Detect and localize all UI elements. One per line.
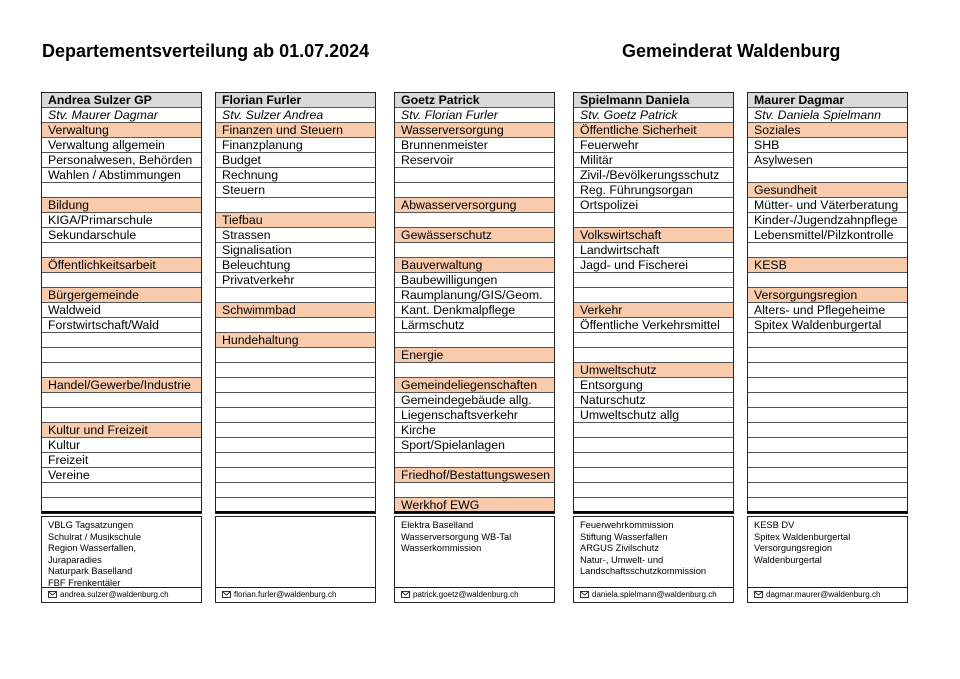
empty-row: [748, 498, 907, 513]
department-item: Jagd- und Fischerei: [574, 258, 733, 273]
committee-item: Landschaftsschutzkommission: [580, 566, 707, 577]
department-item: Vereine: [42, 468, 201, 483]
empty-row: [574, 468, 733, 483]
department-section: Tiefbau: [216, 213, 375, 228]
department-item: Naturschutz: [574, 393, 733, 408]
committee-item: Waldenburgertal: [754, 554, 822, 565]
empty-row: [395, 213, 554, 228]
empty-row: [748, 333, 907, 348]
department-item: Privatverkehr: [216, 273, 375, 288]
department-item: Militär: [574, 153, 733, 168]
department-column: [747, 92, 908, 603]
committee-list: [747, 516, 908, 588]
council-member-name: Spielmann Daniela: [574, 93, 733, 108]
department-item: Sport/Spielanlagen: [395, 438, 554, 453]
committee-item: Versorgungsregion: [754, 543, 833, 554]
department-section: Gewässerschutz: [395, 228, 554, 243]
department-section: Bauverwaltung: [395, 258, 554, 273]
empty-row: [395, 243, 554, 258]
department-item: Kirche: [395, 423, 554, 438]
department-item: Kant. Denkmalpflege: [395, 303, 554, 318]
department-item: Steuern: [216, 183, 375, 198]
council-member-name: Florian Furler: [216, 93, 375, 108]
department-table: [41, 92, 202, 514]
department-column: [41, 92, 202, 603]
department-section: Energie: [395, 348, 554, 363]
email-row: [215, 588, 376, 603]
department-section: Werkhof EWG: [395, 498, 554, 513]
department-table: [747, 92, 908, 514]
committee-list: [215, 516, 376, 588]
department-section: Versorgungsregion: [748, 288, 907, 303]
empty-row: [748, 453, 907, 468]
page-title: Departementsverteilung ab 01.07.2024: [42, 41, 370, 61]
department-section: Gesundheit: [748, 183, 907, 198]
department-item: Strassen: [216, 228, 375, 243]
empty-row: [574, 453, 733, 468]
empty-row: [216, 468, 375, 483]
empty-row: [748, 168, 907, 183]
empty-row: [574, 333, 733, 348]
empty-row: [216, 288, 375, 303]
committee-item: Schulrat / Musikschule: [48, 531, 142, 542]
department-section: Abwasserversorgung: [395, 198, 554, 213]
department-item: Kinder-/Jugendzahnpflege: [748, 213, 907, 228]
empty-row: [574, 213, 733, 228]
department-item: Feuerwehr: [574, 138, 733, 153]
empty-row: [574, 498, 733, 513]
department-item: Mütter- und Väterberatung: [748, 198, 907, 213]
department-item: Freizeit: [42, 453, 201, 468]
empty-row: [216, 393, 375, 408]
department-item: Verwaltung allgemein: [42, 138, 201, 153]
department-section: Verkehr: [574, 303, 733, 318]
department-item: Waldweid: [42, 303, 201, 318]
department-section: Finanzen und Steuern: [216, 123, 375, 138]
department-item: Sekundarschule: [42, 228, 201, 243]
department-item: Forstwirtschaft/Wald: [42, 318, 201, 333]
envelope-icon: [401, 591, 410, 598]
empty-row: [216, 318, 375, 333]
committee-item: Wasserversorgung WB-Tal: [401, 531, 512, 542]
department-section: Schwimmbad: [216, 303, 375, 318]
email-row: [394, 588, 555, 603]
department-section: Wasserversorgung: [395, 123, 554, 138]
department-item: Umweltschutz allg: [574, 408, 733, 423]
empty-row: [42, 498, 201, 513]
empty-row: [42, 183, 201, 198]
committee-item: FBF Frenkentäler: [48, 577, 121, 588]
committee-item: Natur-, Umwelt- und: [580, 554, 664, 565]
empty-row: [42, 273, 201, 288]
empty-row: [216, 423, 375, 438]
empty-row: [42, 333, 201, 348]
deputy-name: Stv. Sulzer Andrea: [216, 108, 375, 123]
empty-row: [216, 348, 375, 363]
empty-row: [748, 408, 907, 423]
department-section: Bürgergemeinde: [42, 288, 201, 303]
committee-item: VBLG Tagsatzungen: [48, 520, 134, 530]
empty-row: [574, 273, 733, 288]
department-section: Soziales: [748, 123, 907, 138]
empty-row: [42, 408, 201, 423]
department-item: Öffentliche Verkehrsmittel: [574, 318, 733, 333]
empty-row: [42, 483, 201, 498]
envelope-icon: [48, 591, 57, 598]
committee-item: Spitex Waldenburgertal: [754, 531, 851, 542]
department-column: [215, 92, 376, 603]
committee-item: Naturpark Baselland: [48, 566, 133, 577]
empty-row: [216, 438, 375, 453]
empty-row: [216, 378, 375, 393]
department-item: Budget: [216, 153, 375, 168]
empty-row: [748, 243, 907, 258]
empty-row: [574, 423, 733, 438]
department-item: Beleuchtung: [216, 258, 375, 273]
department-item: Finanzplanung: [216, 138, 375, 153]
deputy-name: Stv. Florian Furler: [395, 108, 554, 123]
empty-row: [42, 363, 201, 378]
empty-row: [748, 438, 907, 453]
email-row: [573, 588, 734, 603]
empty-row: [216, 453, 375, 468]
department-item: Lebensmittel/Pilzkontrolle: [748, 228, 907, 243]
envelope-icon: [754, 591, 763, 598]
department-section: Handel/Gewerbe/Industrie: [42, 378, 201, 393]
department-item: Personalwesen, Behörden: [42, 153, 201, 168]
email-address[interactable]: florian.furler@waldenburg.ch: [234, 590, 337, 599]
department-item: Spitex Waldenburgertal: [748, 318, 907, 333]
department-item: SHB: [748, 138, 907, 153]
department-section: Verwaltung: [42, 123, 201, 138]
empty-row: [42, 393, 201, 408]
department-item: KIGA/Primarschule: [42, 213, 201, 228]
email-address[interactable]: patrick.goetz@waldenburg.ch: [413, 590, 519, 599]
department-item: Reservoir: [395, 153, 554, 168]
empty-row: [574, 288, 733, 303]
envelope-icon: [580, 591, 589, 598]
department-section: KESB: [748, 258, 907, 273]
empty-row: [748, 423, 907, 438]
empty-row: [395, 453, 554, 468]
empty-row: [216, 198, 375, 213]
empty-row: [748, 273, 907, 288]
department-item: Signalisation: [216, 243, 375, 258]
department-item: Entsorgung: [574, 378, 733, 393]
deputy-name: Stv. Goetz Patrick: [574, 108, 733, 123]
email-row: [41, 588, 202, 603]
email-address[interactable]: andrea.sulzer@waldenburg.ch: [60, 590, 169, 599]
committee-item: Region Wasserfallen,: [48, 543, 137, 554]
committee-item: Juraparadies: [48, 554, 102, 565]
committee-item: Feuerwehrkommission: [580, 520, 674, 530]
email-address[interactable]: daniela.spielmann@waldenburg.ch: [592, 590, 717, 599]
department-column: [573, 92, 734, 603]
empty-row: [395, 183, 554, 198]
envelope-icon: [222, 591, 231, 598]
council-member-name: Maurer Dagmar: [748, 93, 907, 108]
council-member-name: Goetz Patrick: [395, 93, 554, 108]
department-section: Volkswirtschaft: [574, 228, 733, 243]
empty-row: [216, 408, 375, 423]
department-section: Bildung: [42, 198, 201, 213]
department-item: Wahlen / Abstimmungen: [42, 168, 201, 183]
empty-row: [395, 483, 554, 498]
empty-row: [748, 483, 907, 498]
empty-row: [748, 393, 907, 408]
empty-row: [574, 483, 733, 498]
department-section: Gemeindeliegenschaften: [395, 378, 554, 393]
department-item: Raumplanung/GIS/Geom.: [395, 288, 554, 303]
empty-row: [574, 348, 733, 363]
department-table: [573, 92, 734, 514]
empty-row: [42, 348, 201, 363]
department-item: Zivil-/Bevölkerungsschutz: [574, 168, 733, 183]
department-item: Ortspolizei: [574, 198, 733, 213]
empty-row: [216, 363, 375, 378]
council-member-name: Andrea Sulzer GP: [42, 93, 201, 108]
department-item: Rechnung: [216, 168, 375, 183]
department-item: Gemeindegebäude allg.: [395, 393, 554, 408]
email-address[interactable]: dagmar.maurer@waldenburg.ch: [766, 590, 881, 599]
committee-item: Elektra Baselland: [401, 520, 474, 530]
empty-row: [395, 363, 554, 378]
empty-row: [748, 378, 907, 393]
department-item: Asylwesen: [748, 153, 907, 168]
empty-row: [748, 468, 907, 483]
department-section: Umweltschutz: [574, 363, 733, 378]
empty-row: [574, 438, 733, 453]
committee-list: [394, 516, 555, 588]
email-row: [747, 588, 908, 603]
committee-list: [41, 516, 202, 588]
department-table: [215, 92, 376, 514]
department-item: Landwirtschaft: [574, 243, 733, 258]
empty-row: [216, 483, 375, 498]
department-item: Liegenschaftsverkehr: [395, 408, 554, 423]
department-column: [394, 92, 555, 603]
department-item: Reg. Führungsorgan: [574, 183, 733, 198]
committee-item: Wasserkommission: [401, 543, 482, 554]
department-section: Kultur und Freizeit: [42, 423, 201, 438]
department-item: Baubewilligungen: [395, 273, 554, 288]
department-table: [394, 92, 555, 514]
department-section: Öffentlichkeitsarbeit: [42, 258, 201, 273]
empty-row: [748, 348, 907, 363]
council-title: Gemeinderat Waldenburg: [622, 41, 841, 61]
department-item: Alters- und Pflegeheime: [748, 303, 907, 318]
deputy-name: Stv. Daniela Spielmann: [748, 108, 907, 123]
department-section: Hundehaltung: [216, 333, 375, 348]
department-item: Brunnenmeister: [395, 138, 554, 153]
department-item: Kultur: [42, 438, 201, 453]
empty-row: [42, 243, 201, 258]
empty-row: [395, 333, 554, 348]
committee-item: ARGUS Zivilschutz: [580, 543, 660, 554]
deputy-name: Stv. Maurer Dagmar: [42, 108, 201, 123]
empty-row: [216, 498, 375, 513]
department-item: Lärmschutz: [395, 318, 554, 333]
empty-row: [395, 168, 554, 183]
committee-item: KESB DV: [754, 520, 795, 530]
committee-item: Stiftung Wasserfallen: [580, 531, 668, 542]
committee-list: [573, 516, 734, 588]
department-section: Öffentliche Sicherheit: [574, 123, 733, 138]
department-section: Friedhof/Bestattungswesen: [395, 468, 554, 483]
empty-row: [748, 363, 907, 378]
